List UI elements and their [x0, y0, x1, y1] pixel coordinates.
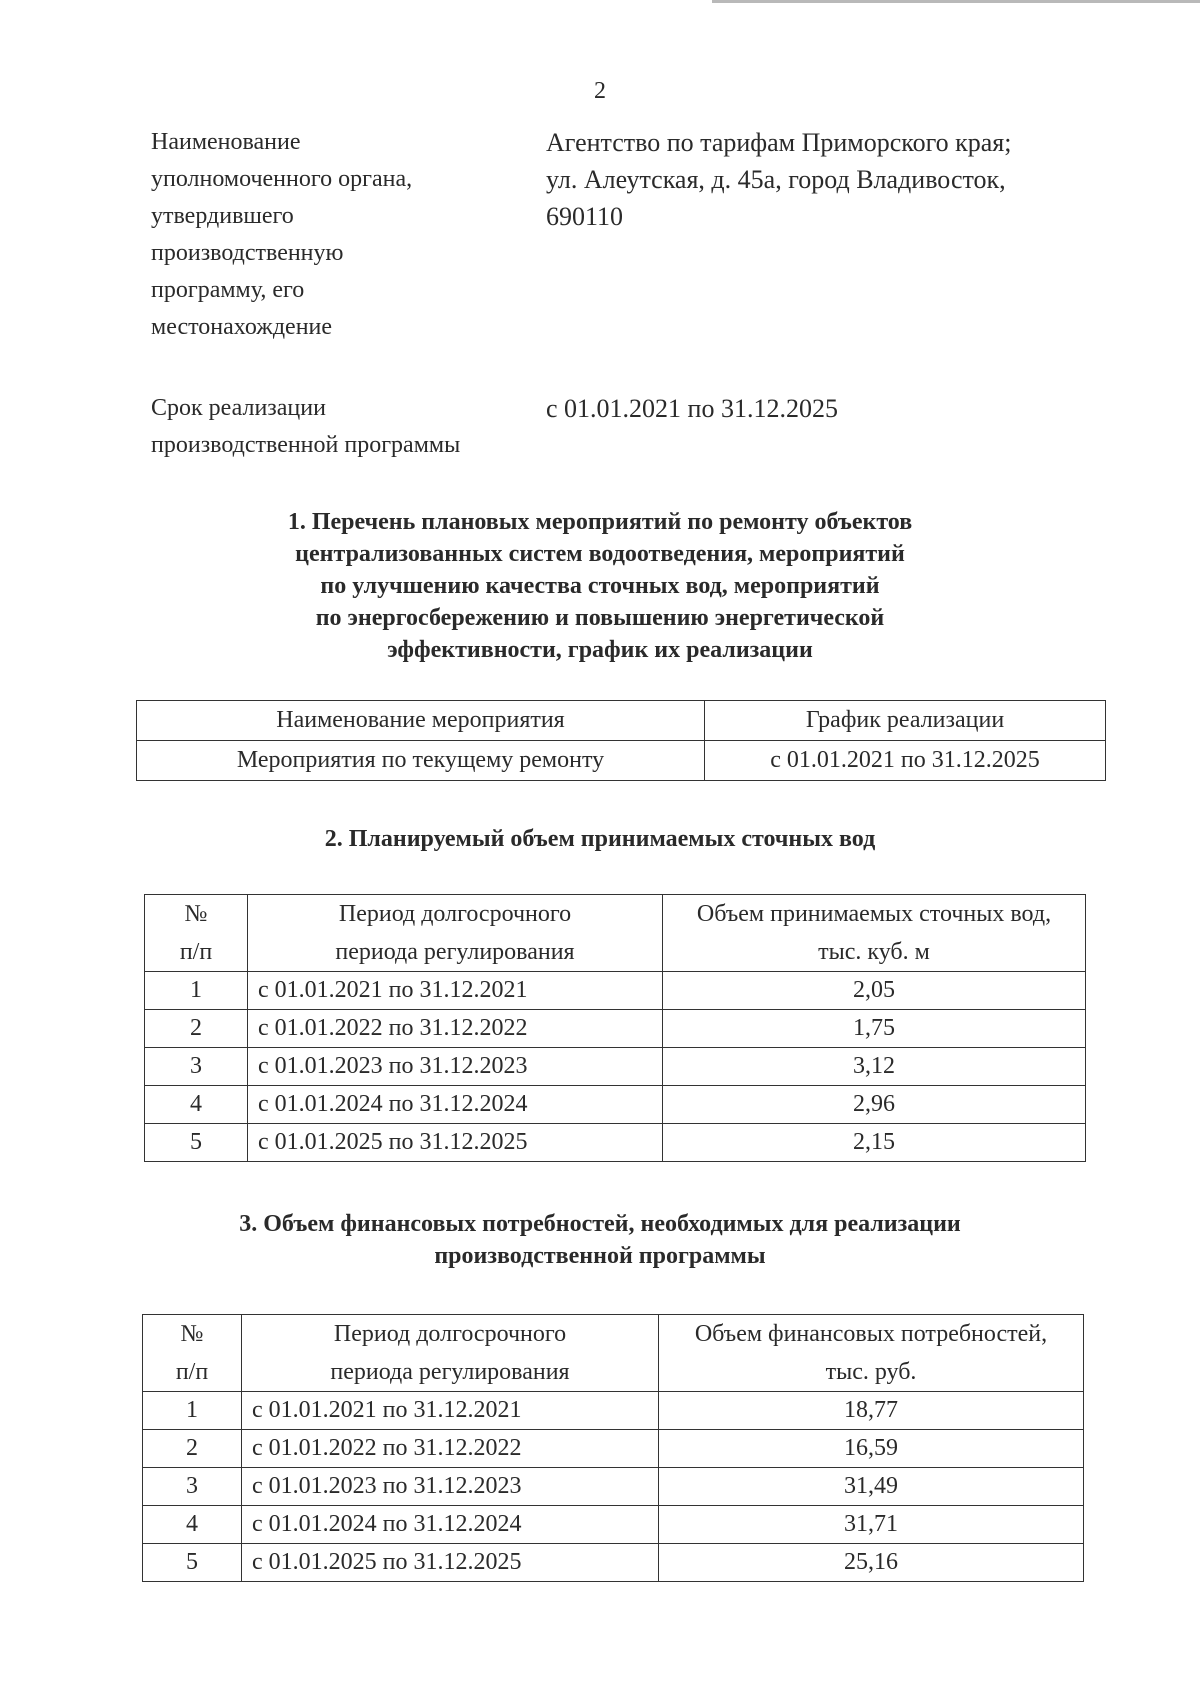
activity-cell: Мероприятия по текущему ремонту: [137, 741, 705, 781]
table-row: [143, 1468, 1084, 1506]
row-number: 1: [143, 1392, 242, 1430]
table-header-row: [137, 701, 1106, 741]
row-number: 2: [143, 1430, 242, 1468]
title-line: централизованных систем водоотведения, мероприятий: [295, 541, 905, 567]
header-cell: Объем финансовых потребностей, тыс. руб.: [659, 1315, 1084, 1392]
table-row: [143, 1392, 1084, 1430]
period-cell: с 01.01.2022 по 31.12.2022: [242, 1430, 659, 1468]
header-cell: № п/п: [143, 1315, 242, 1392]
section3-title: [0, 1208, 1200, 1272]
row-number: 5: [143, 1544, 242, 1582]
header-cell: Объем принимаемых сточных вод, тыс. куб. м: [663, 895, 1086, 972]
section2-title: [0, 823, 1200, 855]
table-row: [137, 741, 1106, 781]
row-number: 1: [145, 972, 248, 1010]
row-number: 5: [145, 1124, 248, 1162]
table-header-row: [143, 1315, 1084, 1392]
schedule-cell: с 01.01.2021 по 31.12.2025: [705, 741, 1106, 781]
value-cell: 2,05: [663, 972, 1086, 1010]
value-cell: 25,16: [659, 1544, 1084, 1582]
period-cell: с 01.01.2024 по 31.12.2024: [242, 1506, 659, 1544]
row-number: 2: [145, 1010, 248, 1048]
table-row: [145, 1124, 1086, 1162]
header-cell: Период долгосрочного периода регулирования: [242, 1315, 659, 1392]
period-cell: с 01.01.2023 по 31.12.2023: [248, 1048, 663, 1086]
label-line: Срок реализации: [151, 395, 326, 421]
header-cell: Период долгосрочного периода регулирования: [248, 895, 663, 972]
period-cell: с 01.01.2025 по 31.12.2025: [248, 1124, 663, 1162]
value-cell: 31,71: [659, 1506, 1084, 1544]
value-cell: 2,15: [663, 1124, 1086, 1162]
label-line: Наименование: [151, 129, 301, 155]
period-cell: с 01.01.2022 по 31.12.2022: [248, 1010, 663, 1048]
title-line: 3. Объем финансовых потребностей, необходимых для реализации: [239, 1211, 961, 1237]
label-line: уполномоченного органа,: [151, 166, 413, 192]
label-line: производственной программы: [151, 432, 461, 458]
period-cell: с 01.01.2024 по 31.12.2024: [248, 1086, 663, 1124]
activities-table: [136, 700, 1106, 781]
value-cell: 16,59: [659, 1430, 1084, 1468]
row-number: 4: [143, 1506, 242, 1544]
row-number: 4: [145, 1086, 248, 1124]
table-row: [143, 1506, 1084, 1544]
value-cell: 2,96: [663, 1086, 1086, 1124]
financial-needs-table: [142, 1314, 1084, 1582]
title-line: по улучшению качества сточных вод, мероприятий: [320, 573, 880, 599]
table-row: [143, 1430, 1084, 1468]
title-line: эффективности, график их реализации: [387, 637, 813, 663]
scan-top-edge-line: [712, 0, 1200, 3]
title-line: 1. Перечень плановых мероприятий по ремонту объектов: [287, 509, 913, 535]
table-row: [145, 1086, 1086, 1124]
table-row: [143, 1544, 1084, 1582]
table-row: [145, 1048, 1086, 1086]
label-line: производственную: [151, 240, 344, 266]
value-line: с 01.01.2021 по 31.12.2025: [546, 394, 838, 423]
section1-title: [0, 506, 1200, 666]
term-value: [546, 390, 1106, 427]
wastewater-volume-table: [144, 894, 1086, 1162]
title-line: 2. Планируемый объем принимаемых сточных вод: [324, 826, 876, 852]
authority-label: [151, 124, 521, 346]
table-row: [145, 972, 1086, 1010]
table-row: [145, 1010, 1086, 1048]
period-cell: с 01.01.2021 по 31.12.2021: [248, 972, 663, 1010]
label-line: программу, его: [151, 277, 305, 303]
period-cell: с 01.01.2023 по 31.12.2023: [242, 1468, 659, 1506]
label-line: утвердившего: [151, 203, 294, 229]
value-cell: 18,77: [659, 1392, 1084, 1430]
term-label: [151, 390, 521, 464]
header-cell: № п/п: [145, 895, 248, 972]
period-cell: с 01.01.2021 по 31.12.2021: [242, 1392, 659, 1430]
value-cell: 3,12: [663, 1048, 1086, 1086]
period-cell: с 01.01.2025 по 31.12.2025: [242, 1544, 659, 1582]
value-cell: 31,49: [659, 1468, 1084, 1506]
authority-value: [546, 124, 1106, 235]
value-line: 690110: [546, 202, 624, 231]
label-line: местонахождение: [151, 314, 333, 340]
table-header-row: [145, 895, 1086, 972]
value-cell: 1,75: [663, 1010, 1086, 1048]
header-cell: График реализации: [705, 701, 1106, 741]
title-line: по энергосбережению и повышению энергетической: [315, 605, 885, 631]
header-cell: Наименование мероприятия: [137, 701, 705, 741]
row-number: 3: [143, 1468, 242, 1506]
value-line: ул. Алеутская, д. 45а, город Владивосток,: [546, 165, 1006, 194]
row-number: 3: [145, 1048, 248, 1086]
title-line: производственной программы: [434, 1243, 766, 1269]
value-line: Агентство по тарифам Приморского края;: [546, 128, 1012, 157]
page-number: 2: [594, 78, 606, 104]
